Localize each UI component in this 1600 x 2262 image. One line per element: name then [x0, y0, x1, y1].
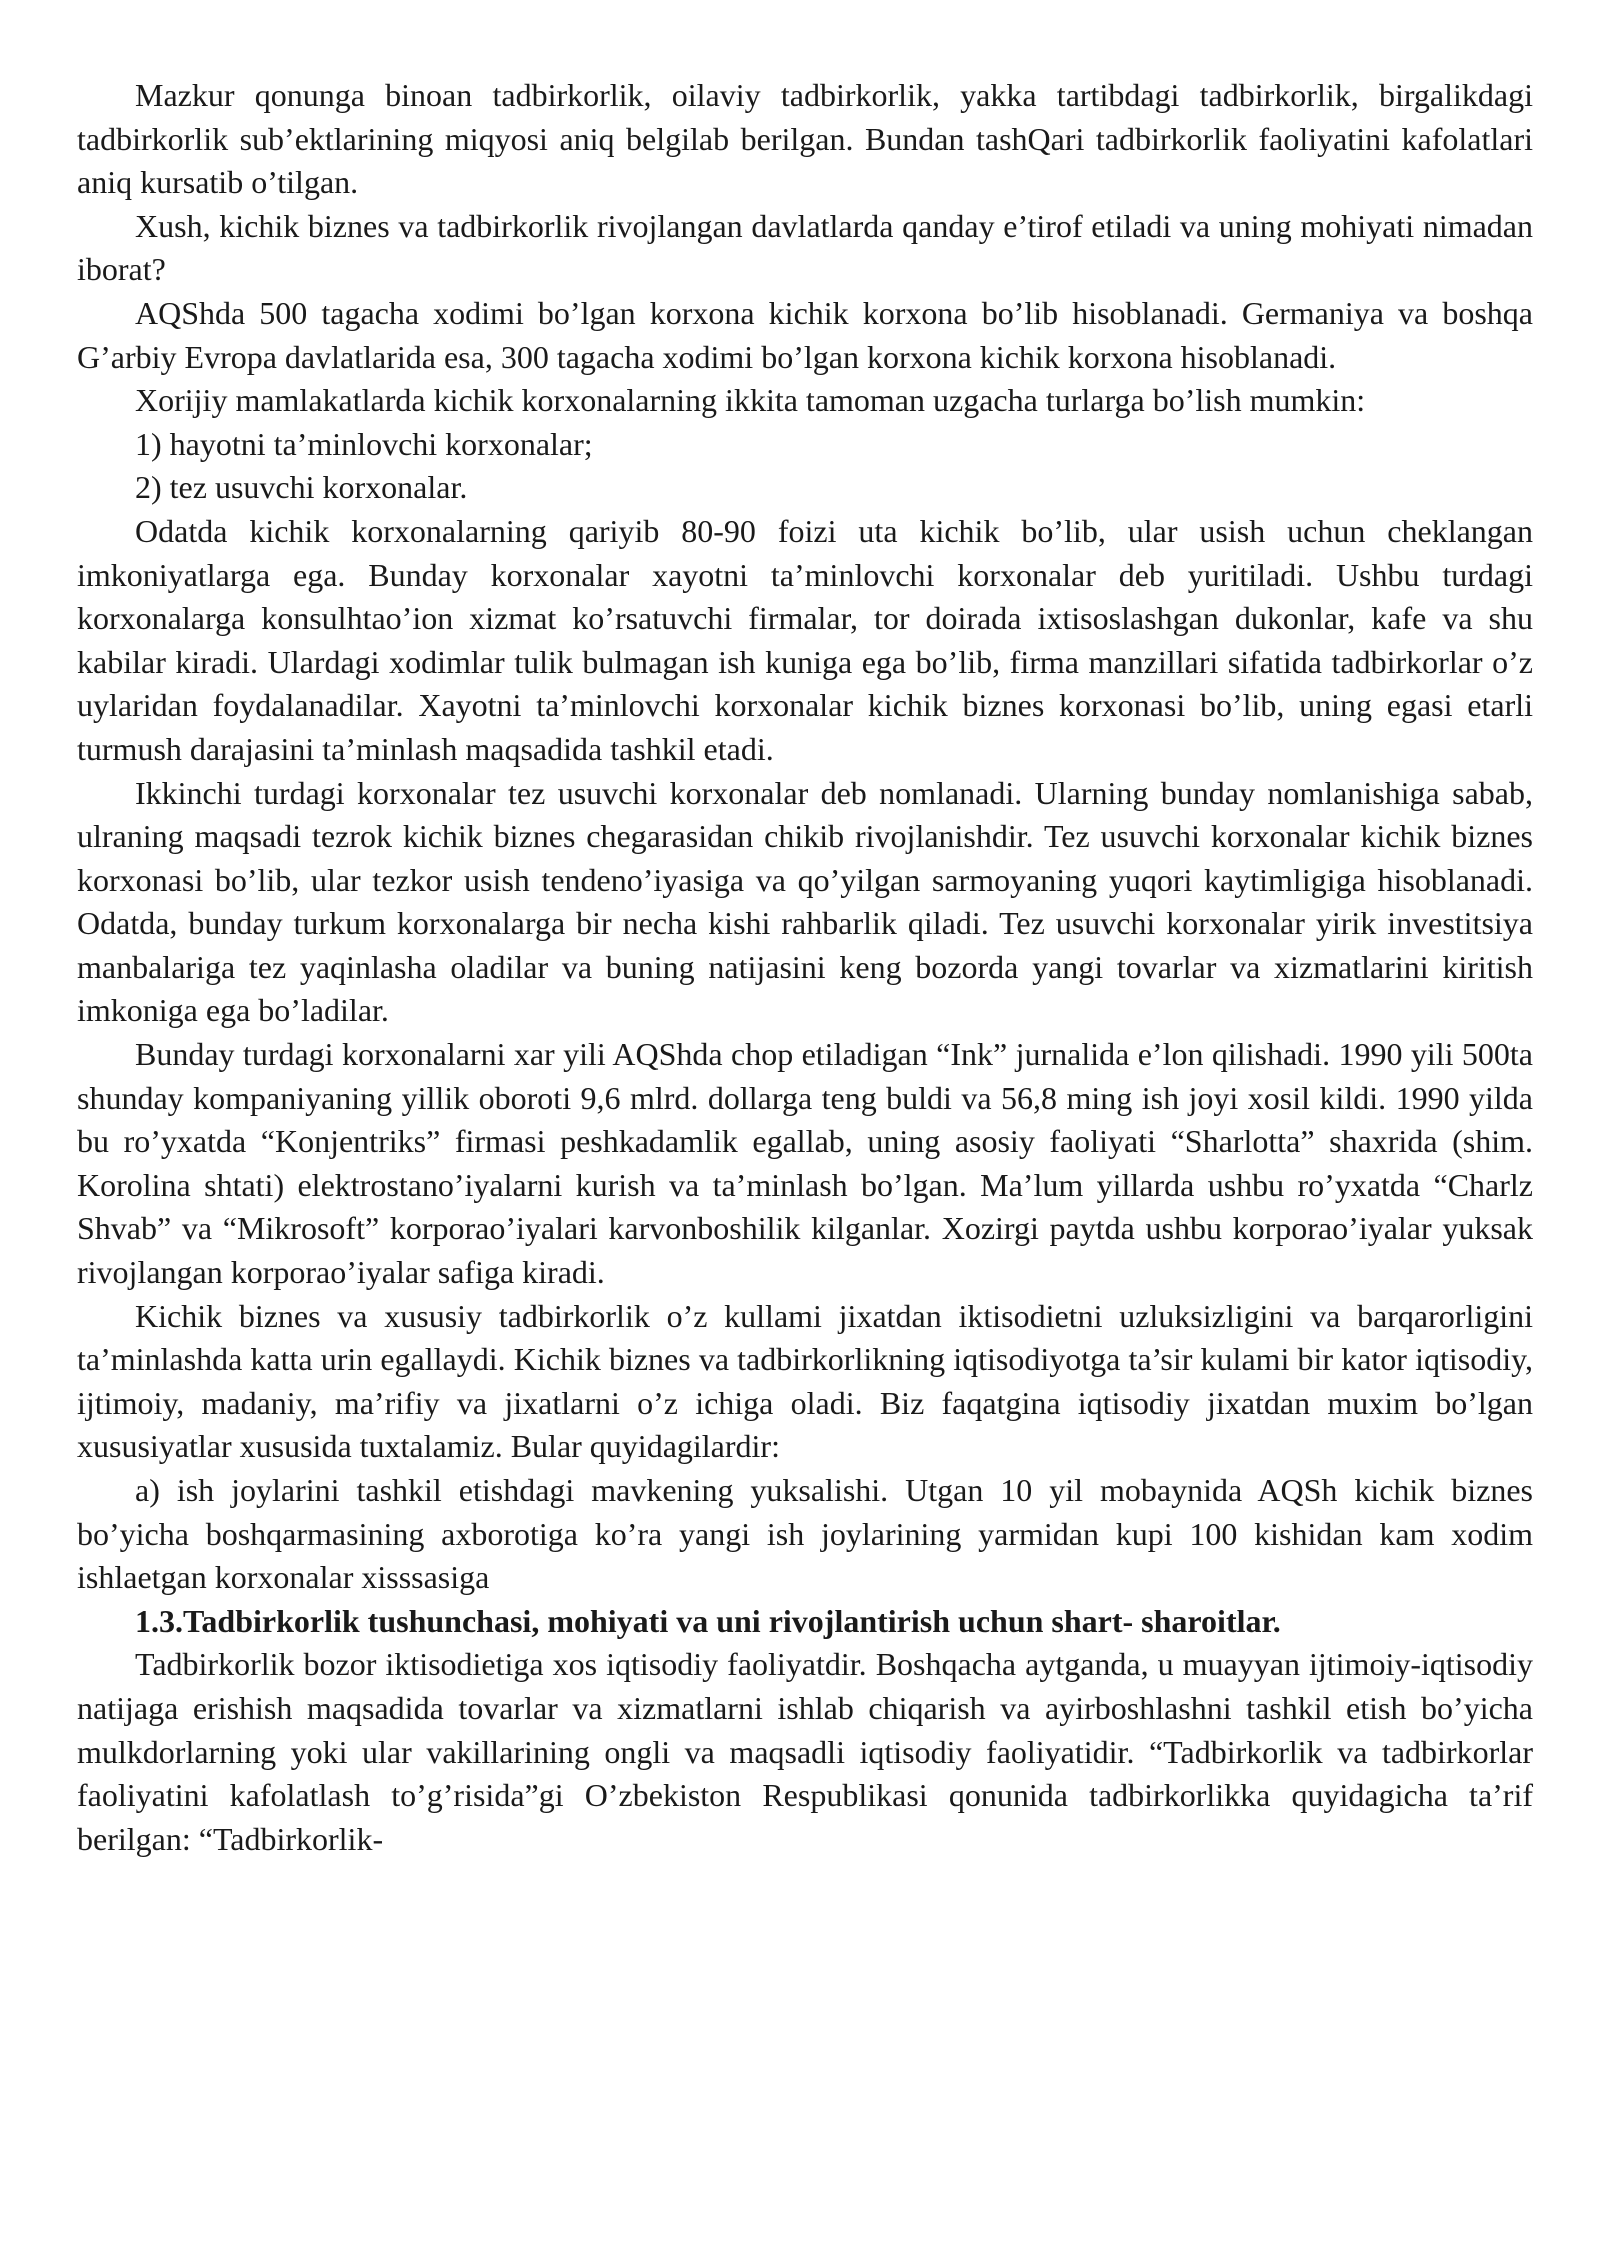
- paragraph-fast-growing-firms: Ikkinchi turdagi korxonalar tez usuvchi korxonalar deb nomlanadi. Ularning bunday nomlanishiga sabab, ulraning maqsadi tezrok kichik biznes chegarasidan chikib rivojlanishdir. Tez usuvchi korxonalar kichik biznes korxonasi bo’lib, ular tezkor usish tendeno’iyasiga va qo’yilgan sarmoyaning yuqori kaytimligiga hisoblanadi. Odatda, bunday turkum korxonalarga bir necha kishi rahbarlik qiladi. Tez usuvchi korxonalar yirik investitsiya manbalariga tez yaqinlasha oladilar va buning natijasini keng bozorda yangi tovarlar va xizmatlarini kiritish imkoniga ega bo’ladilar.: [77, 774, 1533, 1029]
- paragraph-ink-journal: Bunday turdagi korxonalarni xar yili AQShda chop etiladigan “Ink” jurnalida e’lon qilishadi. 1990 yili 500ta shunday kompaniyaning yillik oboroti 9,6 mlrd. dollarga teng buldi va 56,8 ming ish joyi xosil kildi. 1990 yilda bu ro’yxatda “Konjentriks” firmasi peshkadamlik egallab, uning asosiy faoliyati “Sharlotta” shaxrida (shim. Korolina shtati) elektrostano’iyalarni kurish va ta’minlash bo’lgan. Ma’lum yillarda ushbu ro’yxatda “Charlz Shvab” va “Mikrosoft” korporao’iyalari karvonboshilik kilganlar. Xozirgi paytda ushbu korporao’iyalar yuksak rivojlangan korporao’iyalar safiga kiradi.: [77, 1036, 1533, 1291]
- paragraph-definition: Tadbirkorlik bozor iktisodietiga xos iqtisodiy faoliyatdir. Boshqacha aytganda, u muayyan ijtimoiy-iqtisodiy natijaga erishish maqsadida tovarlar va xizmatlarni ishlab chiqarish va ayirboshlashni tashkil etish bo’yicha mulkdorlarning yoki ular vakillarining ongli va maqsadli iqtisodiy faoliyatidir. “Tadbirkorlik va tadbirkorlar faoliyatini kafolatlash to’g’risida”gi O’zbekiston Respublikasi qonunida tadbirkorlikka quyidagicha ta’rif berilgan: “Tadbirkorlik-: [77, 1646, 1533, 1857]
- list-item-fast-growing: 2) tez usuvchi korxonalar.: [135, 469, 468, 506]
- paragraph-life-supporting-firms: Odatda kichik korxonalarning qariyib 80-90 foizi uta kichik bo’lib, ular usish uchun cheklangan imkoniyatlarga ega. Bunday korxonalar xayotni ta’minlovchi korxonalar deb yuritiladi. Ushbu turdagi korxonalarga konsulhtao’ion xizmat ko’rsatuvchi firmalar, tor doirada ixtisoslashgan dukonlar, kafe va shu kabilar kiradi. Ulardagi xodimlar tulik bulmagan ish kuniga ega bo’lib, firma manzillari sifatida tadbirkorlar o’z uylaridan foydalanadilar. Xayotni ta’minlovchi korxonalar kichik biznes korxonasi bo’lib, uning egasi etarli turmush darajasini ta’minlash maqsadida tashkil etadi.: [77, 512, 1533, 767]
- list-item-life-supporting: 1) hayotni ta’minlovchi korxonalar;: [135, 425, 593, 462]
- section-heading: 1.3.Tadbirkorlik tushunchasi, mohiyati va uni rivojlantirish uchun shart- sharoitlar.: [135, 1602, 1281, 1639]
- paragraph-question: Xush, kichik biznes va tadbirkorlik rivojlangan davlatlarda qanday e’tirof etiladi va uning mohiyati nimadan iborat?: [77, 207, 1533, 288]
- paragraph-economic-role: Kichik biznes va xususiy tadbirkorlik o’z kullami jixatdan iktisodietni uzluksizligini va barqarorligini ta’minlashda katta urin egallaydi. Kichik biznes va tadbirkorlikning iqtisodiyotga ta’sir kulami bir kator iqtisodiy, ijtimoiy, madaniy, ma’rifiy va jixatlarni o’z ichiga oladi. Biz faqatgina iqtisodiy jixatdan muxim bo’lgan xususiyatlar xususida tuxtalamiz. Bular quyidagilardir:: [77, 1297, 1533, 1465]
- document-page: [77, 74, 1533, 1861]
- paragraph-usa-germany: AQShda 500 tagacha xodimi bo’lgan korxona kichik korxona bo’lib hisoblanadi. Germaniya va boshqa G’arbiy Evropa davlatlarida esa, 300 tagacha xodimi bo’lgan korxona kichik korxona hisoblanadi.: [77, 294, 1533, 375]
- paragraph-foreign-types: Xorijiy mamlakatlarda kichik korxonalarning ikkita tamoman uzgacha turlarga bo’lish mumkin:: [135, 382, 1366, 419]
- paragraph-jobs: a) ish joylarini tashkil etishdagi mavkening yuksalishi. Utgan 10 yil mobaynida AQSh kichik biznes bo’yicha boshqarmasining axborotiga ko’ra yangi ish joylarining yarmidan kupi 100 kishidan kam xodim ishlaetgan korxonalar xisssasiga: [77, 1472, 1533, 1596]
- paragraph-law-scope: Mazkur qonunga binoan tadbirkorlik, oilaviy tadbirkorlik, yakka tartibdagi tadbirkorlik, birgalikdagi tadbirkorlik sub’ektlarining miqyosi aniq belgilab berilgan. Bundan tashQari tadbirkorlik faoliyatini kafolatlari aniq kursatib o’tilgan.: [77, 77, 1533, 201]
